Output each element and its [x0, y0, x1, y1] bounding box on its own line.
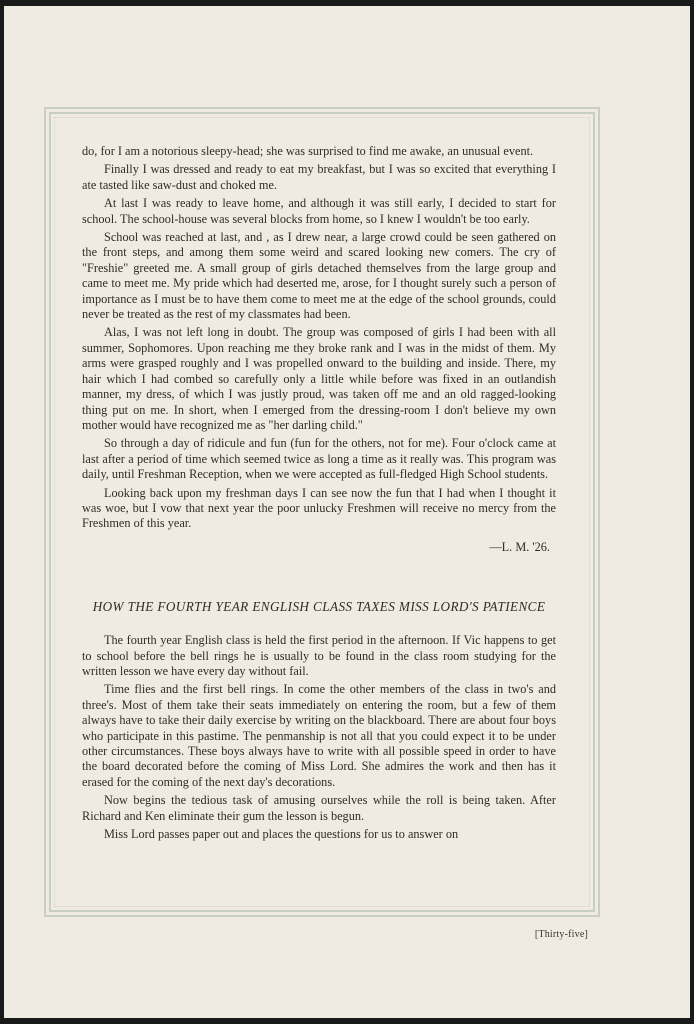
- paragraph: Miss Lord passes paper out and places the questions for us to answer on: [104, 827, 459, 842]
- paragraph: School was reached at last, and , as I drew near, a large crowd could be seen gathered on the front steps, and among them some weird and scared looking new comers. The cry of "Freshie" greeted me. A small group of girls detached themselves from the large group and came to meet me. My pride which had deserted me, arose, for I thought surely such a person of importance as I must be to have them come to meet me at the edge of the school grounds, could never be treated as the rest of my classmates had been.: [82, 230, 556, 322]
- paragraph: Alas, I was not left long in doubt. The group was composed of girls I had been with all summer, Sophomores. Upon reaching me they broke rank and I was in the midst of them. My arms were grasped roughly and I was propelled onward to the building and inside. There, my hair which I had combed so carefully only a little while before was fixed in an outlandish manner, my dress, of which I was justly proud, was taken off me and an old ragged-looking thing put on me. In short, when I emerged from the dressing-room I don't believe my own mother would have recognized me as "her darling child.": [82, 325, 556, 432]
- article-title: HOW THE FOURTH YEAR ENGLISH CLASS TAXES MISS LORD'S PATIENCE: [92, 599, 546, 615]
- paragraph: do, for I am a notorious sleepy-head; she was surprised to find me awake, an unusual event.: [82, 144, 534, 158]
- article-freshman-days: [82, 144, 556, 555]
- paragraph: The fourth year English class is held the first period in the afternoon. If Vic happens to get to school before the bell rings he is usually to be found in the class room studying for the written lesson we have every day without fail.: [82, 633, 556, 678]
- paragraph: So through a day of ridicule and fun (fun for the others, not for me). Four o'clock came at last after a period of time which seemed twice as long a time as it really was. This program was daily, until Freshman Reception, when we were accepted as full-fledged High School students.: [82, 436, 556, 482]
- article-english-class: [82, 597, 556, 842]
- page-number: [Thirty-five]: [534, 929, 588, 940]
- paragraph: At last I was ready to leave home, and although it was still early, I decided to start for school. The school-house was several blocks from home, so I knew I wouldn't be too early.: [82, 196, 556, 226]
- page-content: [82, 144, 556, 845]
- paragraph: Finally I was dressed and ready to eat my breakfast, but I was so excited that everything I ate tasted like saw-dust and choked me.: [82, 162, 556, 192]
- paragraph: Time flies and the first bell rings. In come the other members of the class in two's and three's. Most of them take their seats immediately on entering the room, but a few of them always have to take their daily exercise by writing on the blackboard. There are about four boys who participate in this pastime. The penmanship is not all that you could expect it to be under other circumstances. These boys always have to write with all possible speed in order to have the board decorated before the coming of Miss Lord. She admires the work and then has it erased for the coming of the next day's decorations.: [82, 682, 556, 789]
- author-signature: —L. M. '26.: [489, 539, 550, 554]
- paragraph: Now begins the tedious task of amusing ourselves while the roll is being taken. After Richard and Ken eliminate their gum the lesson is begun.: [82, 793, 556, 823]
- paragraph: Looking back upon my freshman days I can see now the fun that I had when I thought it was woe, but I vow that next year the poor unlucky Freshmen will receive no mercy from the Freshmen of this year.: [82, 485, 556, 531]
